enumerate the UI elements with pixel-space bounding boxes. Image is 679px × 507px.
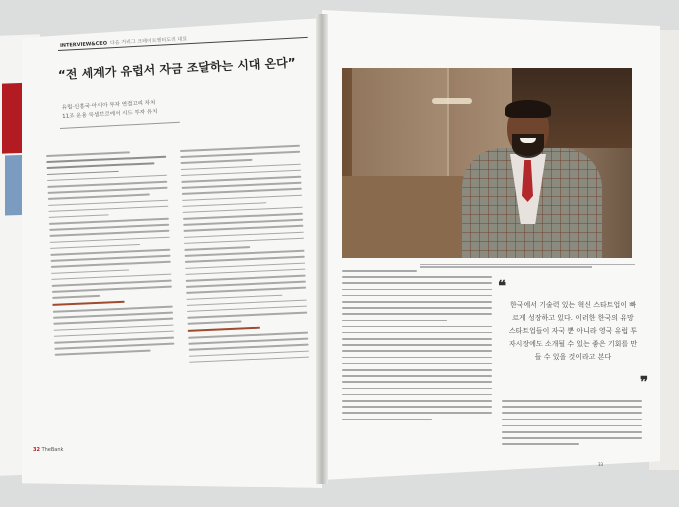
right-page-number: 33 xyxy=(598,462,604,467)
quote-close-icon: ❞ xyxy=(640,373,649,391)
quote-open-icon: ❝ xyxy=(498,277,507,295)
photo-caption xyxy=(420,263,635,268)
body-column-3 xyxy=(342,270,492,425)
subtitle-line-2: 11조 운용 룩셈브르에서 시드 투자 유치 xyxy=(62,109,158,120)
pull-quote-text: 한국에서 기술력 있는 혁신 스타트업이 빠르게 성장하고 있다. 이러한 한국의 유망 스타트업들이 자국 뿐 아니라 영국 유럽 투자시장에도 소개될 수 있는 좋은 기회를 만들 수 있을 것이라고 본다 xyxy=(508,301,638,361)
pull-quote xyxy=(498,277,658,397)
background-red-strip xyxy=(2,83,24,154)
body-column-1 xyxy=(46,150,175,361)
section-header-label: INTERVIEW&CEO xyxy=(59,40,108,49)
body-column-2 xyxy=(180,145,309,368)
body-column-4 xyxy=(502,400,642,450)
subtitle-line-1: 유럽·신흥국·아시아 투자 연결고리 자처 xyxy=(61,100,156,112)
left-page-footer xyxy=(33,447,63,453)
page-spine xyxy=(316,14,328,484)
right-page-footer xyxy=(598,462,603,467)
article-title: “전 세계가 유럽서 자금 조달하는 시대 온다” xyxy=(57,55,296,82)
section-header-sub: 다음 거리그 크레이트엔터도리 대표 xyxy=(109,36,188,47)
magazine-name: TheBank xyxy=(41,447,64,453)
interview-photo xyxy=(342,68,632,258)
left-page-number: 32 xyxy=(33,447,40,453)
